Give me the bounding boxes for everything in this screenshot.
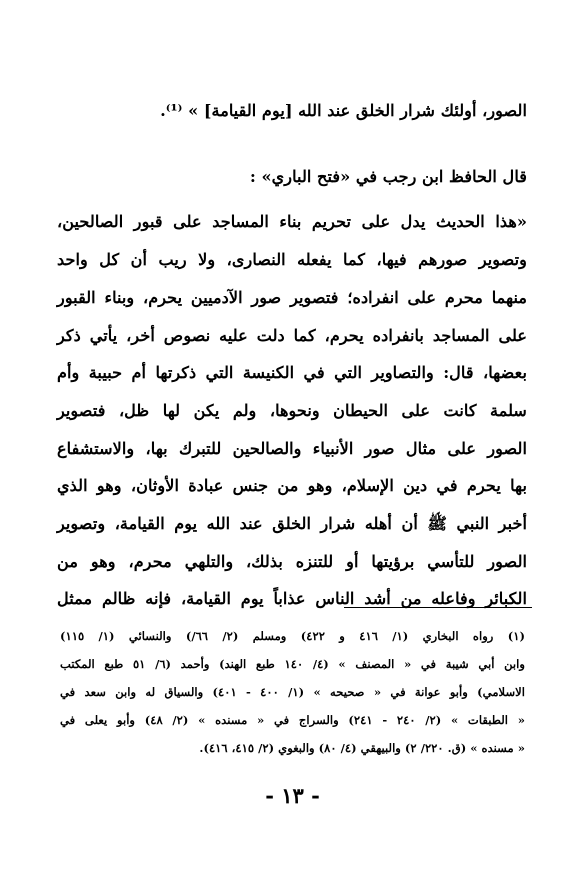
text-line-5: منهما محرم على انفراده؛ فتصوير صور الآدميين يحرم، وبناء القبور [57,288,527,307]
text-line-6: على المساجد بانفراده يحرم، كما دلت عليه نصوص أخر، يأتي ذكر [57,326,527,345]
footnote-line-1: (١) رواه البخاري (١/ ٤١٦ و ٤٢٢) ومسلم (٢/ ٦٦/) والنسائي (١/ ١١٥) [60,629,525,643]
text-line-1: الصور، أولئك شرار الخلق عند الله [يوم القيامة] » ⁽¹⁾. [160,101,527,120]
text-line-10: بها يحرم في دين الإسلام، وهو من جنس عبادة الأوثان، وهو الذي [57,476,527,495]
text-line-11: أخبر النبي ﷺ أن أهله شرار الخلق عند الله يوم القيامة، وتصوير [57,514,527,533]
text-line-13: الكبائر وفاعله من أشد الناس عذاباً يوم القيامة، فإنه ظالم ممثل [57,589,527,608]
text-line-7: بعضها، قال: والتصاوير التي في الكنيسة التي ذكرتها أم حبيبة وأم [57,363,527,382]
page-number: - ١٣ - [265,783,320,808]
text-line-9: الصور على مثال صور الأنبياء والصالحين للتبرك بها، والاستشفاع [57,439,527,458]
text-line-12: الصور للتأسي برؤيتها أو للتنزه بذلك، والتلهي محرم، وهو من [57,552,527,571]
footnote-separator [344,607,532,608]
text-line-8: سلمة كانت على الحيطان ونحوها، ولم يكن لها ظل، فتصوير [57,401,527,420]
footnote-line-5: « مسنده » (ق. ٢٢٠/ ٢) والبيهقي (٤/ ٨٠) والبغوي (٢/ ٤١٥، ٤١٦). [199,741,525,755]
text-line-2: قال الحافظ ابن رجب في «فتح الباري» : [249,167,527,186]
footnote-line-2: وابن أبي شيبة في « المصنف » (٤/ ١٤٠ طبع الهند) وأحمد (٦/ ٥١ طبع المكتب [60,657,525,671]
text-line-4: وتصوير صورهم فيها، كما يفعله النصارى، ولا ريب أن كل واحد [57,250,527,269]
footnote-line-4: « الطبقات » (٢/ ٢٤٠ - ٢٤١) والسراج في « مسنده » (٢/ ٤٨) وأبو يعلى في [60,713,525,727]
footnote-line-3: الاسلامي) وأبو عوانة في « صحيحه » (١/ ٤٠٠ - ٤٠١) والسياق له وابن سعد في [60,685,525,699]
text-line-3: «هذا الحديث يدل على تحريم بناء المساجد على قبور الصالحين، [57,212,527,231]
